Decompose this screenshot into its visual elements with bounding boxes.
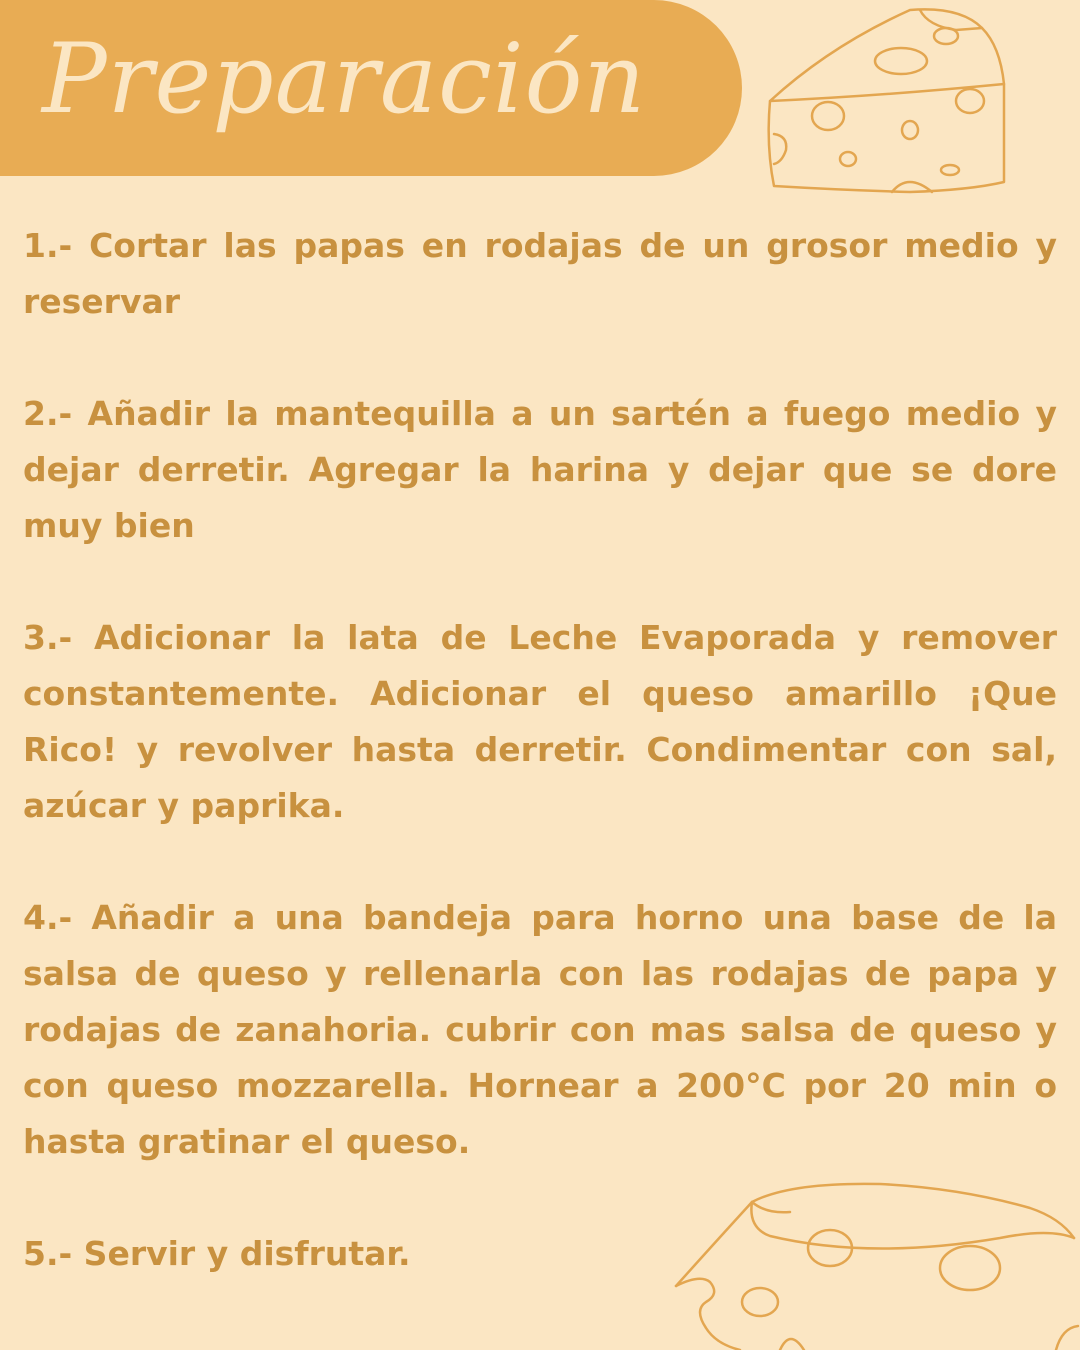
- step-1: 1.- Cortar las papas en rodajas de un grosor medio y reservar: [23, 226, 1057, 321]
- step-2: 2.- Añadir la mantequilla a un sartén a fuego medio y dejar derretir. Agregar la harina y dejar que se dore muy bien: [23, 394, 1057, 545]
- page-title: Preparación: [42, 23, 647, 135]
- step-5: 5.- Servir y disfrutar.: [23, 1234, 411, 1273]
- step-3: 3.- Adicionar la lata de Leche Evaporada y remover constantemente. Adicionar el queso amarillo ¡Que Rico! y revolver hasta derretir. Condimentar con sal, azúcar y paprika.: [23, 618, 1057, 825]
- steps-list: [23, 218, 1057, 1282]
- cheese-wedge-icon: [760, 6, 1010, 196]
- step-4: 4.- Añadir a una bandeja para horno una base de la salsa de queso y rellenarla con las rodajas de papa y rodajas de zanahoria. cubrir con mas salsa de queso y con queso mozzarella. Hornear a 200°C por 20 min o hasta gratinar el queso.: [23, 898, 1057, 1161]
